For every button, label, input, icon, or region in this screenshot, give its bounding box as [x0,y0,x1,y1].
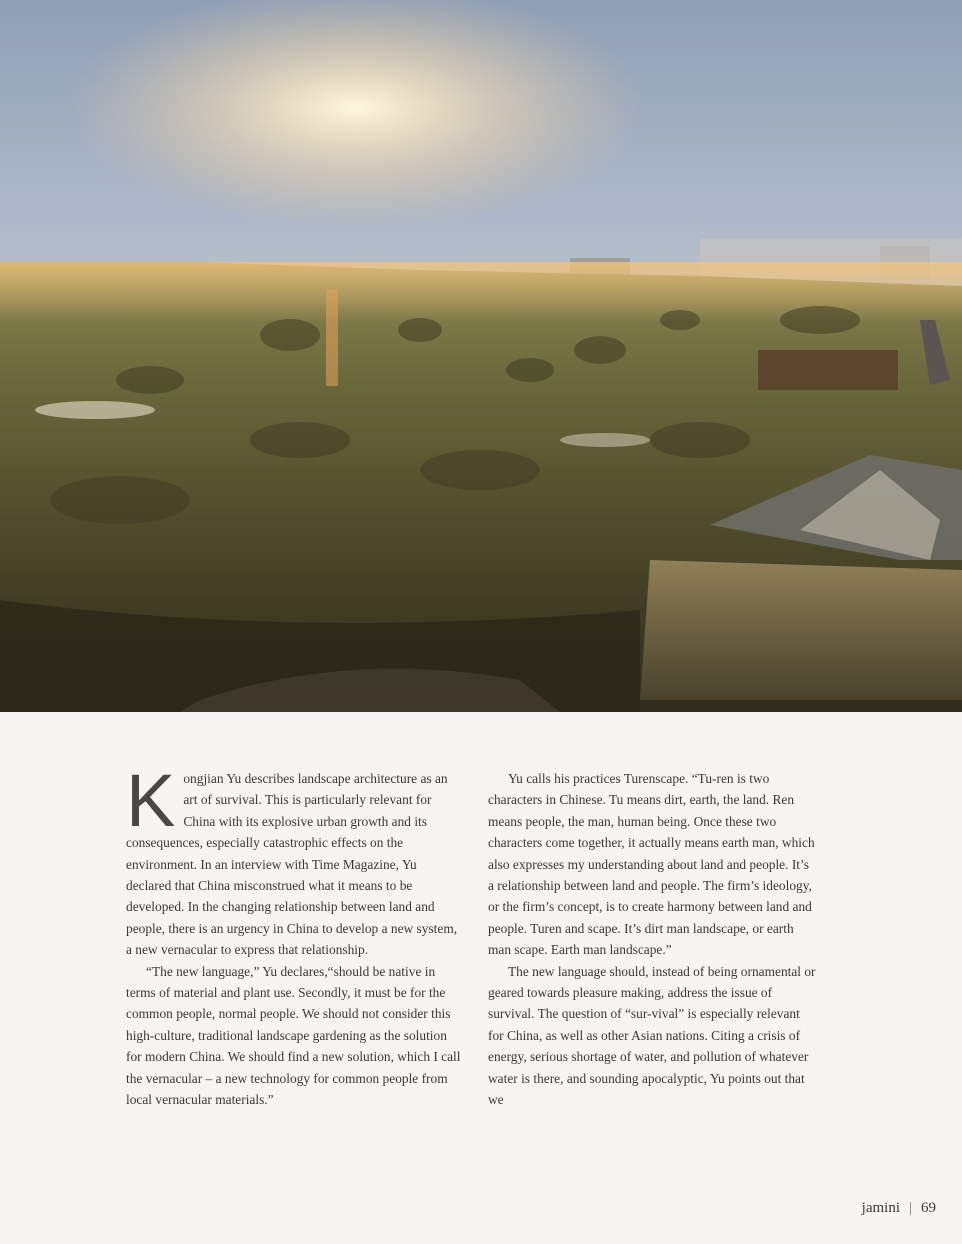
article-right-column [488,768,818,1111]
page-number: 69 [921,1200,936,1216]
page-footer [862,1200,936,1217]
left-paragraph-1-text: ongjian Yu describes landscape architecture as an art of survival. This is particularly relevant for China with its explosive urban growth and its consequences, especially catastrophic effects on the environment. In an interview with Time Magazine, Yu declared that China misconstrued what it means to be developed. In the changing relationship between land and people, there is an urgency in China to develop a new system, a new vernacular to express that relationship. [126,771,458,958]
footer-separator: | [908,1200,912,1216]
article-left-column [126,759,462,1111]
right-paragraph-2: The new language should, instead of being ornamental or geared towards pleasure making, address the issue of survival. The question of “sur-vival” is especially relevant for China, as well as other Asian nations. Citing a crisis of energy, serious shortage of water, and pollution of whatever water is there, and sounding apocalyptic, Yu points out that we [488,963,816,1108]
left-paragraph-1 [126,759,462,961]
right-paragraph-1: Yu calls his practices Turenscape. “Tu-ren is two characters in Chinese. Tu means dirt, earth, the land. Ren means people, the man, human being. Once these two characters come together, it actually means earth man, which also expresses my understanding about land and people. It’s a relationship between land and people. The firm’s ideology, or the firm’s concept, is to create harmony between land and people. Turen and scape. It’s dirt man landscape, or earth man scape. Earth man landscape.” [488,771,815,958]
dropcap-letter: K [126,759,176,842]
magazine-name: jamini [861,1200,900,1216]
left-paragraph-2: “The new language,” Yu declares,“should be native in terms of material and plant use. Secondly, it must be for the common people, normal people. We should not consider this high-culture, traditional landscape gardening as the solution for modern China. We should find a new solution, which I call the vernacular – a new technology for common people from local vernacular materials.” [126,963,461,1108]
